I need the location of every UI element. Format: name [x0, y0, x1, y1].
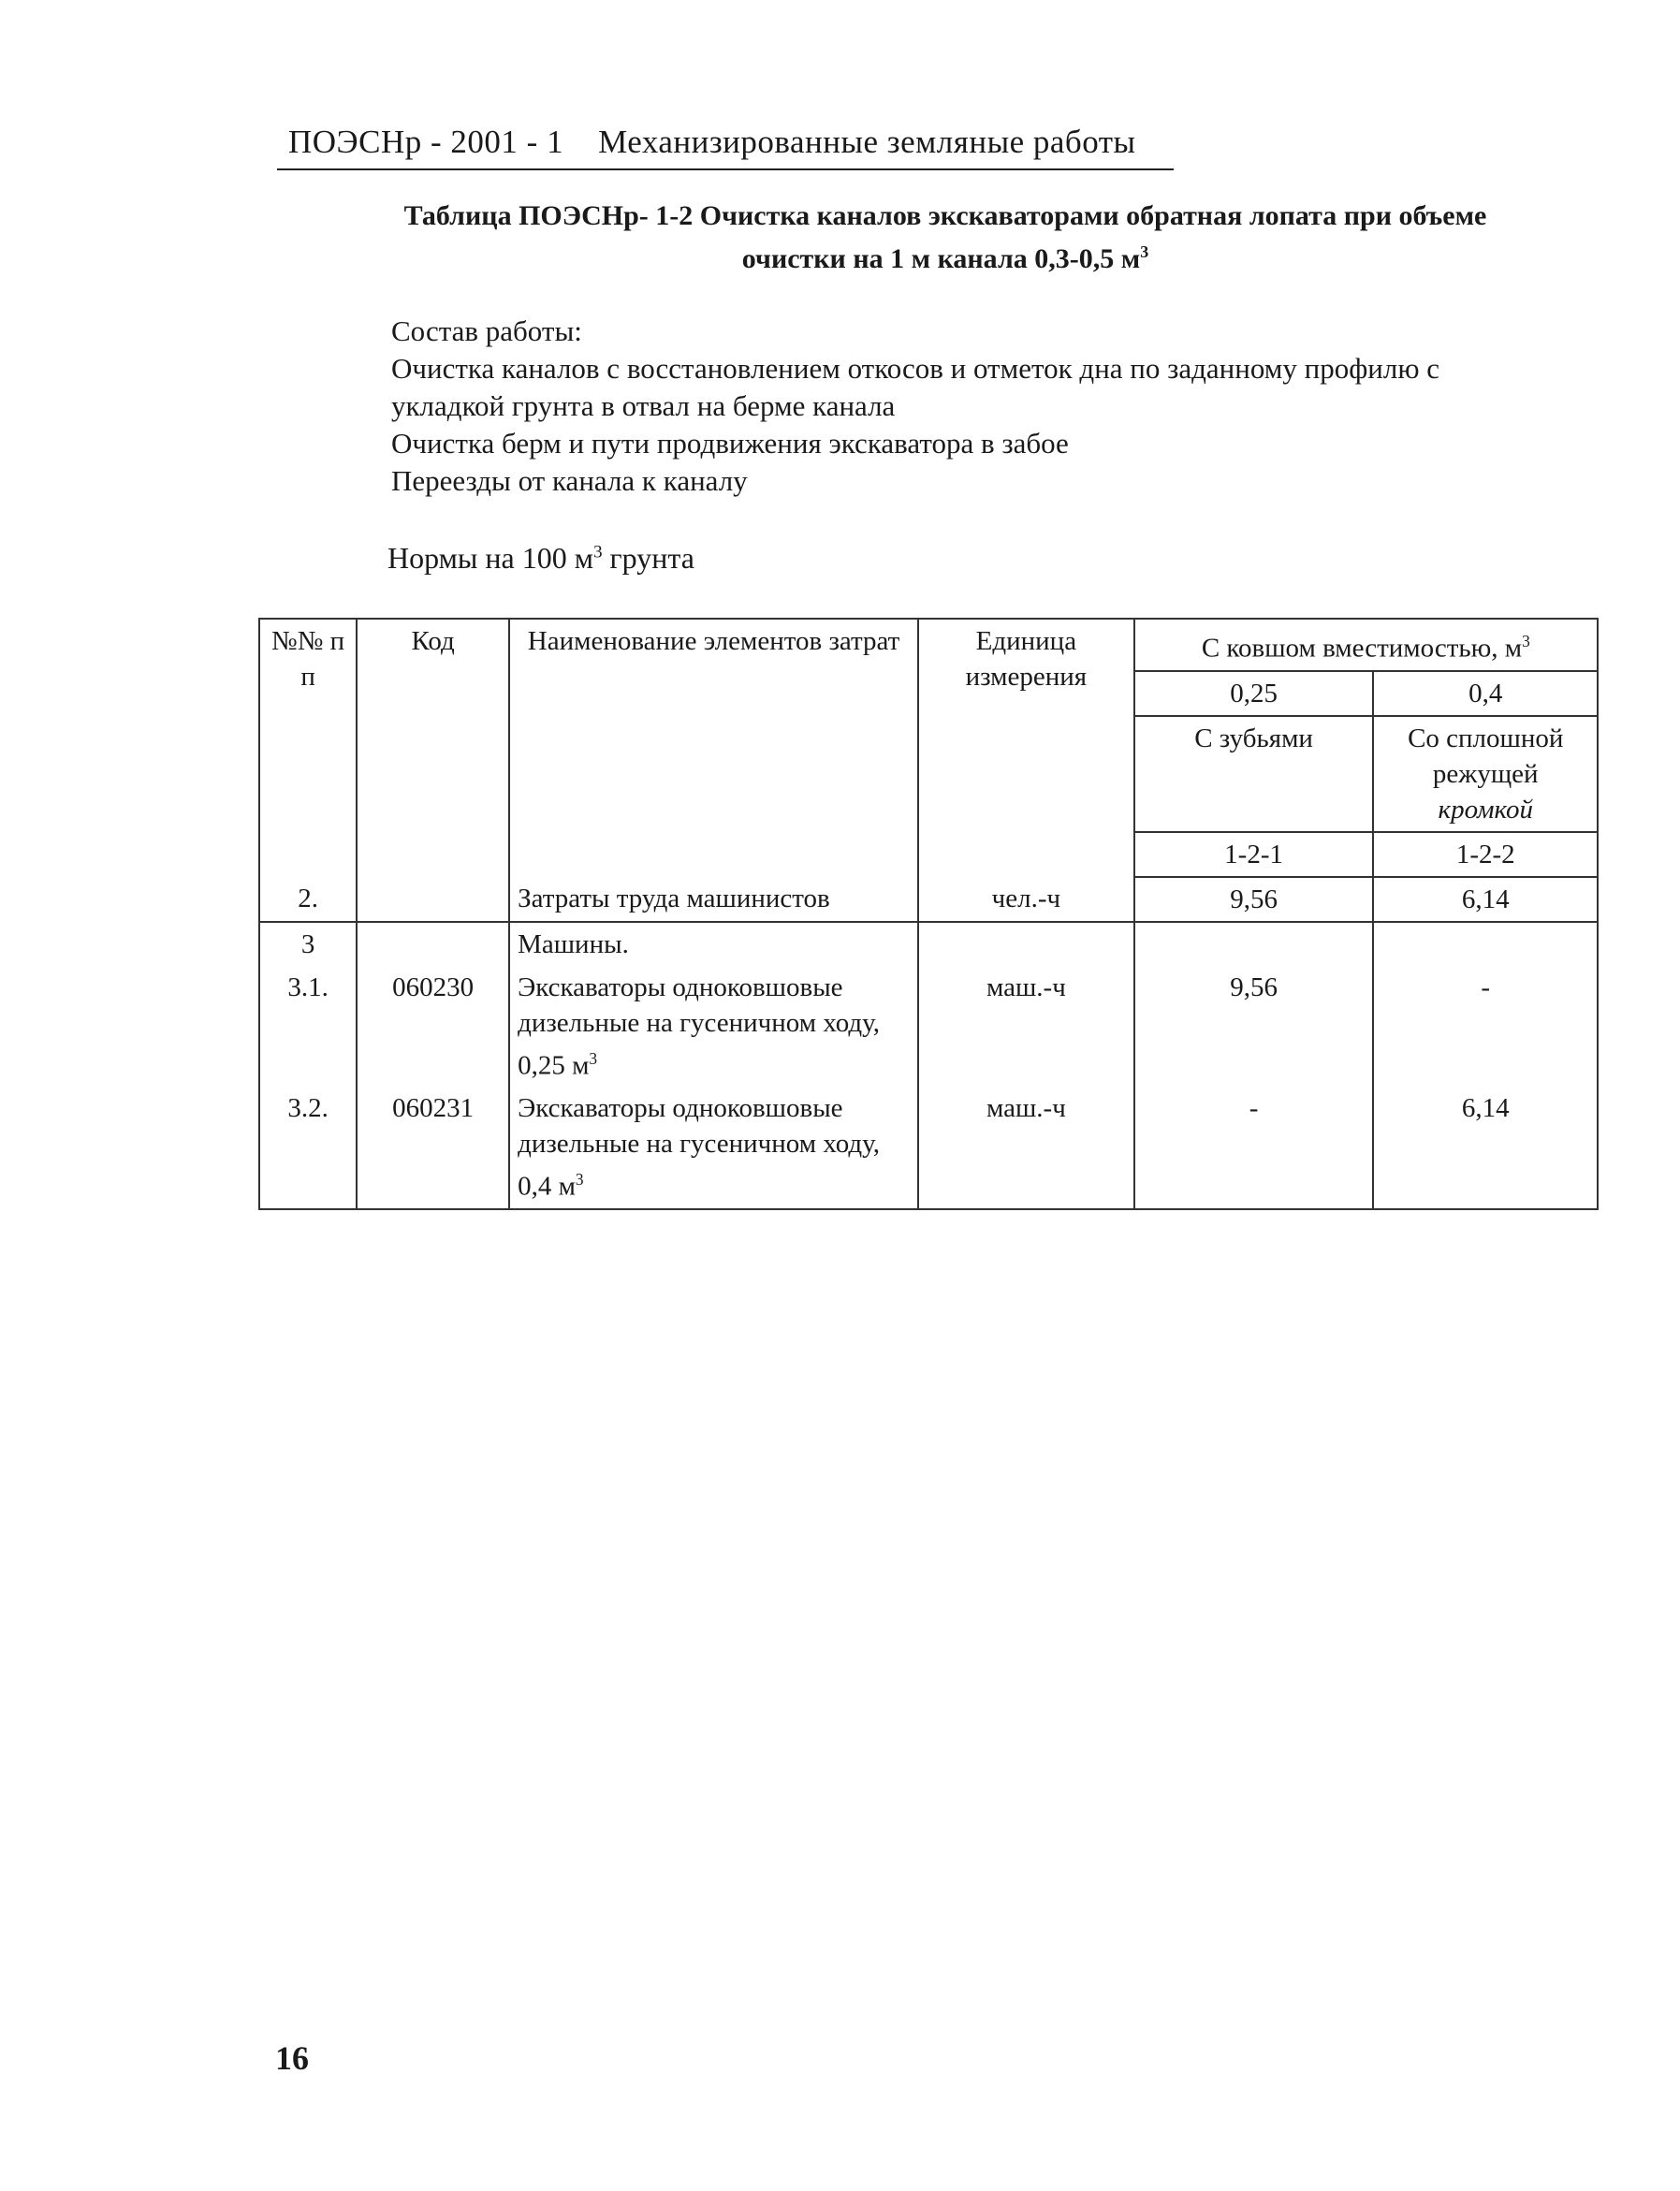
doc-title: Механизированные земляные работы: [598, 124, 1136, 160]
norms-caption: Нормы на 100 $м^3$ грунта: [387, 541, 694, 575]
work-line: укладкой грунта в отвал на берме канала: [391, 389, 896, 422]
doc-code: ПОЭСНр - 2001 - 1: [288, 124, 564, 160]
table-row: 3 Машины.: [259, 922, 1598, 966]
title-line-2: очистки на 1 м канала 0,3-0,5 $м^3$: [741, 242, 1149, 274]
header-unit: Единица измерения: [918, 619, 1134, 877]
work-line: Очистка берм и пути продвижения экскаватора в забое: [391, 427, 1069, 460]
running-header: [288, 124, 1136, 161]
header-type1: С зубьями: [1134, 716, 1374, 832]
header-code2: 1-2-2: [1373, 832, 1598, 877]
header-code: Код: [357, 619, 509, 877]
header-cap1: 0,25: [1134, 671, 1374, 716]
header-rule: [277, 168, 1174, 170]
page-number: 16: [275, 2039, 309, 2077]
work-line: Переезды от канала к каналу: [391, 464, 748, 497]
work-composition: [391, 313, 1439, 500]
work-line: Очистка каналов с восстановлением откосов и отметок дна по заданному профилю с: [391, 352, 1440, 385]
header-capacity: С ковшом вместимостью, $м^3$: [1134, 619, 1598, 671]
header-row: [259, 619, 1598, 671]
norms-table: [258, 618, 1599, 1210]
header-code1: 1-2-1: [1134, 832, 1374, 877]
table-row: 3.1. 060230 Экскаваторы одноковшовые дизельные на гусеничном ходу, 0,25 $м^3$ маш.-ч 9,56 -: [259, 966, 1598, 1088]
table-row: 2. Затраты труда машинистов чел.-ч 9,56 6,14: [259, 877, 1598, 922]
title-line-1: Таблица ПОЭСНр- 1-2 Очистка каналов экскаваторами обратная лопата при объеме: [403, 200, 1487, 231]
header-name: Наименование элементов затрат: [509, 619, 918, 877]
table-row: 3.2. 060231 Экскаваторы одноковшовые дизельные на гусеничном ходу, 0,4 $м^3$ маш.-ч - 6,14: [259, 1087, 1598, 1209]
table-title: [281, 198, 1610, 277]
header-type2: Со сплошной режущей кромкой: [1373, 716, 1598, 832]
work-heading: Состав работы:: [391, 314, 582, 347]
header-cap2: 0,4: [1373, 671, 1598, 716]
header-num: №№ п п: [259, 619, 357, 877]
